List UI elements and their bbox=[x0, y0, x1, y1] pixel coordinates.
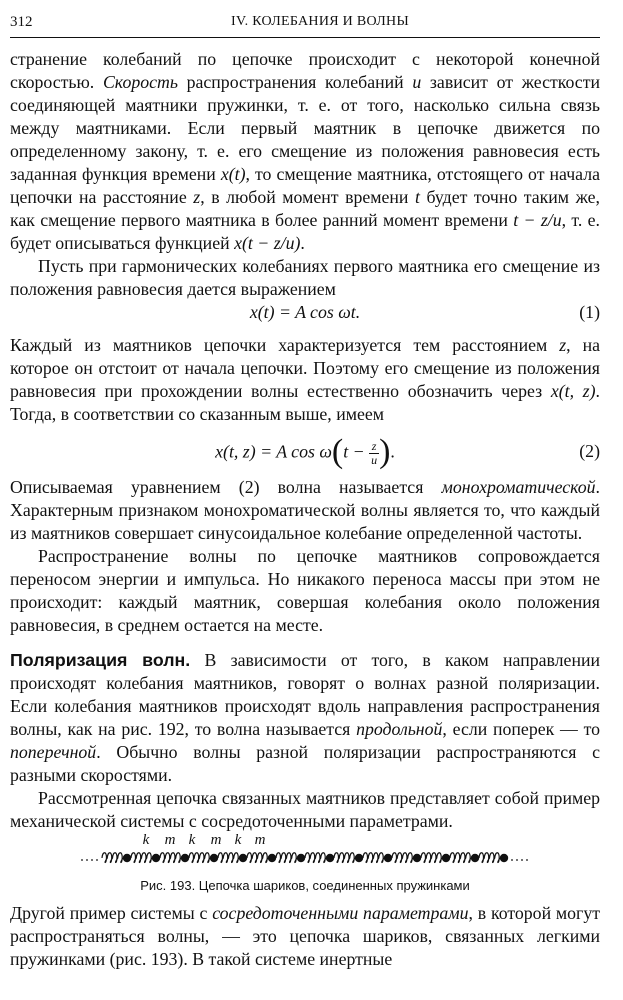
equation-2-number: (2) bbox=[579, 441, 600, 461]
ball bbox=[268, 854, 276, 862]
ball bbox=[297, 854, 305, 862]
ball bbox=[181, 854, 189, 862]
paragraph-4: Описываемая уравнением (2) волна называется монохроматической. Характерным признаком монохроматической волны является то, что каждый из маятников совершает синусоидальное колебание определенной частоты. bbox=[10, 477, 600, 543]
ball bbox=[500, 854, 508, 862]
ball bbox=[413, 854, 421, 862]
equation-1-body: x(t) = A cos ωt. bbox=[249, 302, 361, 322]
chain-label-k: k bbox=[234, 832, 242, 848]
spring bbox=[363, 853, 384, 863]
spring bbox=[102, 853, 123, 863]
spring-ball-chain bbox=[10, 830, 600, 874]
body-text-bottom bbox=[10, 902, 600, 971]
ellipsis-dot bbox=[521, 859, 523, 861]
spring bbox=[131, 853, 152, 863]
spring bbox=[305, 853, 326, 863]
chain-label-m: m bbox=[164, 832, 176, 848]
paragraph-8: Другой пример системы с сосредоточенными параметрами, в которой могут распространяться волны, — это цепочка шариков, связанных легкими пружинками (рис. 193). В такой системе инертные bbox=[10, 903, 601, 969]
body-text-top bbox=[10, 48, 600, 833]
ball bbox=[355, 854, 363, 862]
ellipsis-dot bbox=[96, 859, 98, 861]
running-title: IV. КОЛЕБАНИЯ И ВОЛНЫ bbox=[231, 14, 409, 29]
spring bbox=[334, 853, 355, 863]
ellipsis-dot bbox=[511, 859, 513, 861]
page-number: 312 bbox=[10, 14, 33, 30]
spring bbox=[189, 853, 210, 863]
equation-2-body: x(t, z) = A cos ω(t − $\frac{z}{u}$ ). bbox=[215, 432, 395, 470]
spring bbox=[450, 853, 471, 863]
chain-label-k: k bbox=[188, 832, 196, 848]
paragraph-3: Каждый из маятников цепочки характеризуется тем расстоянием z, на которое он отстоит от начала цепочки. Поэтому его смещение из положения равновесия при прохождении волны естественно обозначить через x(t, z). Тогда, в соответствии со сказанным выше, имеем bbox=[10, 335, 600, 424]
spring bbox=[276, 853, 297, 863]
spring bbox=[218, 853, 239, 863]
page-header bbox=[10, 10, 600, 38]
header-rule bbox=[10, 37, 600, 38]
chain-label-m: m bbox=[254, 832, 266, 848]
ellipsis-dot bbox=[91, 859, 93, 861]
ball bbox=[210, 854, 218, 862]
spring bbox=[421, 853, 442, 863]
figure-caption: Рис. 193. Цепочка шариков, соединенных пружинками bbox=[140, 878, 470, 893]
chain-label-k: k bbox=[142, 832, 150, 848]
paragraph-6: Поляризация волн. В зависимости от того, в каком направлении происходят колебания маятников, говорят о волнах разной поляризации. Если колебания маятников происходят вдоль направления распространения волны, как на рис. 192, то волна называется продольной, если поперек — то поперечной. Обычно волны разной поляризации распространяются с разными скоростями. bbox=[10, 650, 600, 785]
spring bbox=[160, 853, 181, 863]
equation-2 bbox=[10, 432, 600, 470]
ball bbox=[123, 854, 131, 862]
ball bbox=[152, 854, 160, 862]
paragraph-2: Пусть при гармонических колебаниях первого маятника его смещение из положения равновесия дается выражением bbox=[10, 256, 600, 299]
spring bbox=[479, 853, 500, 863]
equation-1-number: (1) bbox=[579, 302, 600, 322]
paragraph-7: Рассмотренная цепочка связанных маятников представляет собой пример механической системы с сосредоточенными параметрами. bbox=[10, 788, 600, 831]
spring bbox=[392, 853, 413, 863]
spring bbox=[247, 853, 268, 863]
ellipsis-dot bbox=[516, 859, 518, 861]
figure-193 bbox=[10, 830, 600, 893]
ball bbox=[239, 854, 247, 862]
section-heading: Поляризация волн. bbox=[10, 650, 191, 670]
paragraph-1: странение колебаний по цепочке происходит с некоторой конечной скоростью. Скорость распространения колебаний u зависит от жесткости соединяющей маятники пружинки, т. е. от того, насколько сильна связь между маятниками. Если первый маятник в цепочке движется по определенному закону, т. е. его смещение из положения равновесия есть заданная функция времени x(t), то смещение маятника, отстоящего от начала цепочки на расстояние z, в любой момент времени t будет точно таким же, как смещение первого маятника в более ранний момент времени t − z/u, т. е. будет описываться функцией x(t − z/u). bbox=[10, 49, 600, 253]
ellipsis-dot bbox=[86, 859, 88, 861]
chain-label-m: m bbox=[210, 832, 222, 848]
ball bbox=[384, 854, 392, 862]
ball bbox=[442, 854, 450, 862]
equation-1 bbox=[10, 301, 600, 324]
equation-2-fraction: $\frac{z}{u}$ bbox=[371, 439, 378, 467]
ball bbox=[471, 854, 479, 862]
ellipsis-dot bbox=[526, 859, 528, 861]
ball bbox=[326, 854, 334, 862]
ellipsis-dot bbox=[81, 859, 83, 861]
paragraph-5: Распространение волны по цепочке маятников сопровождается переносом энергии и импульса. Но никакого переноса массы при этом не происходит: каждый маятник, совершая колебания около положения равновесия, в среднем остается на месте. bbox=[10, 546, 600, 635]
